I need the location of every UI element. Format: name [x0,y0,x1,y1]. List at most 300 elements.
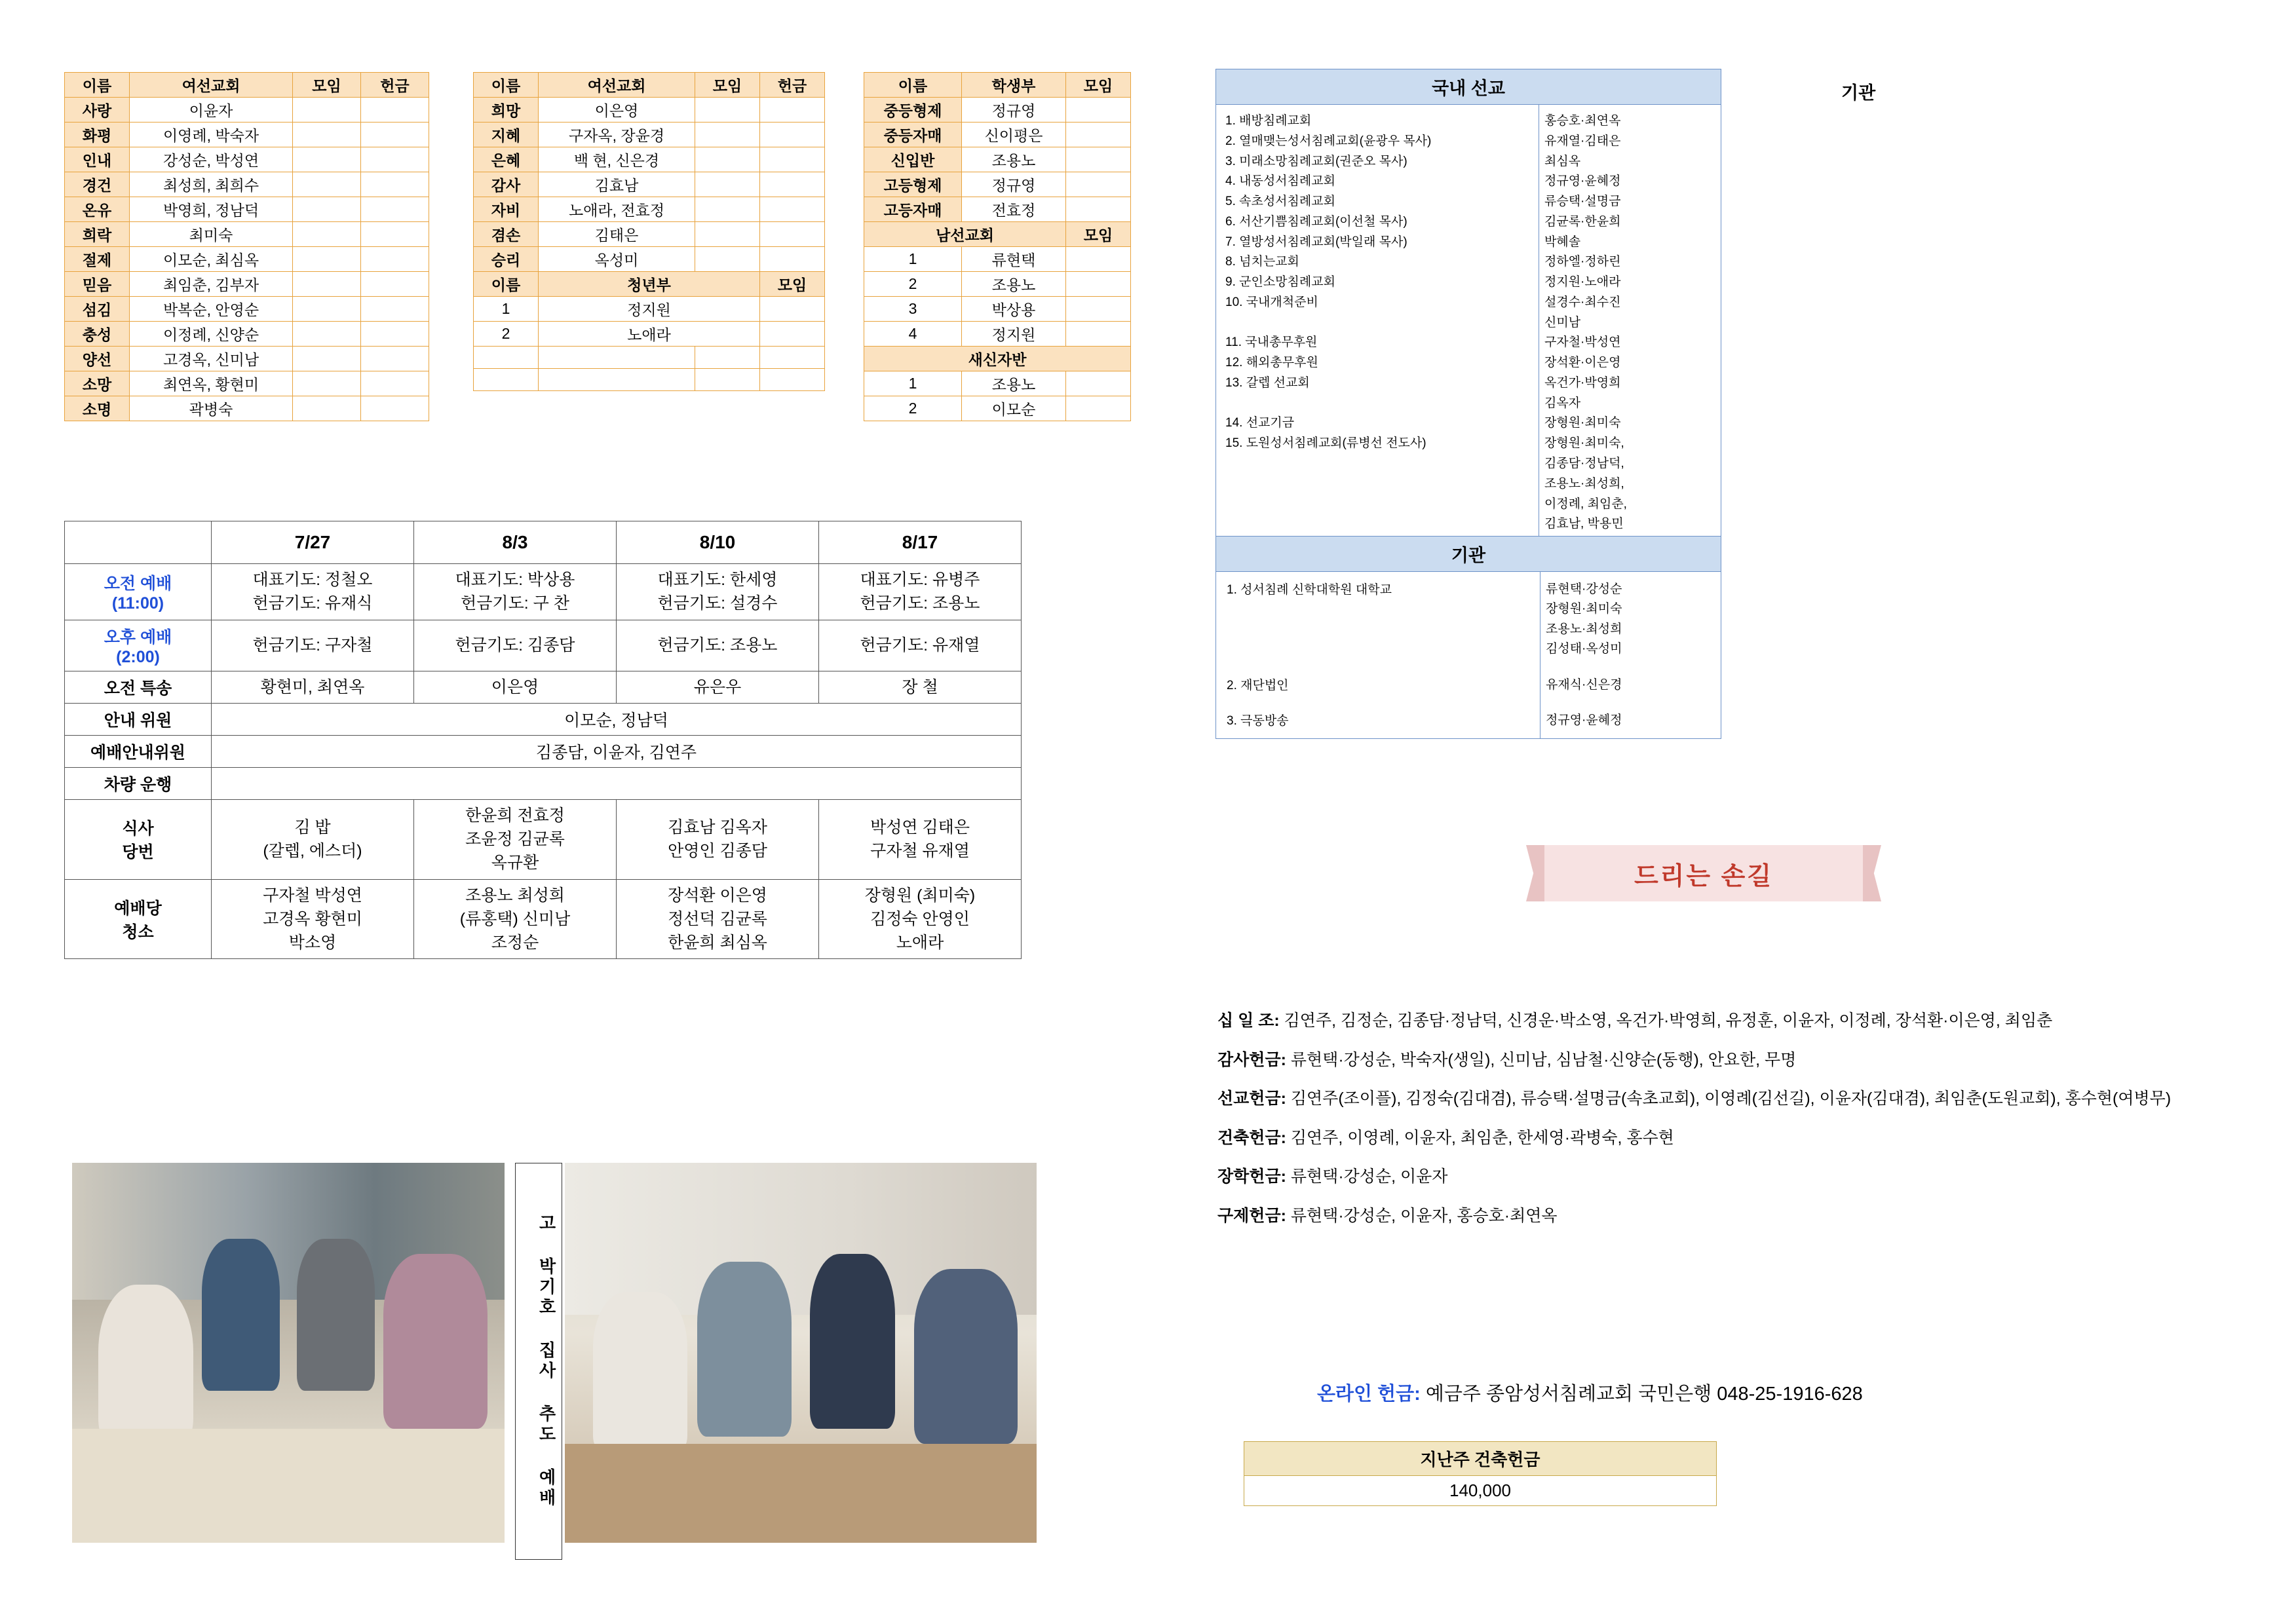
offering-cell [361,322,429,347]
mission-supporter: 최심옥 [1544,154,1581,168]
group-name: 소망 [65,371,130,396]
corner-cell [65,521,212,564]
mission-supporter: 정규영·윤혜정 [1544,174,1621,189]
table-row [864,123,1131,147]
group-name: 경건 [65,172,130,197]
online-giving-text: 예금주 종암성서침례교회 국민은행 048-25-1916-628 [1425,1384,1863,1405]
meeting-cell [1066,172,1131,197]
photo-home-visit [565,1163,1037,1543]
offering-cell [760,222,825,247]
group-name: 사랑 [65,98,130,123]
schedule-header-row [65,521,1022,564]
column-header: 모임 [695,73,760,98]
organization-mission-box [1215,536,1721,739]
photo-caption-left-text: 고 박기호 집사 추도 예배 [537,1214,556,1509]
member-names: 전효정 [962,197,1066,222]
column-header: 이름 [474,73,539,98]
schedule-row-label: 차량 운행 [65,767,212,799]
offering-cell [361,272,429,297]
group-name: 충성 [65,322,130,347]
group-name: 희망 [474,98,539,123]
table-row [65,123,429,147]
table-row [65,247,429,272]
giving-line [1217,1204,2240,1229]
schedule-date-header: 8/3 [414,521,617,564]
empty-cell [760,347,825,369]
offering-cell [760,197,825,222]
table-row [474,197,825,222]
mission-item: 9. 군인소망침례교회 [1225,275,1335,290]
member-names: 최연옥, 황현미 [130,371,293,396]
member-names: 곽병숙 [130,396,293,421]
column-header: 모임 [760,272,825,297]
mission-item: 13. 갈렙 선교회 [1225,375,1310,390]
mission-supporter: 장석환·이은영 [1544,356,1621,370]
lastweek-building-offering [1244,1441,1717,1506]
member-names: 옥성미 [539,247,695,272]
domestic-mission-list [1216,105,1539,541]
table-row [864,98,1131,123]
column-header: 이름 [864,73,962,98]
index: 1 [864,247,962,272]
meeting-cell [1066,272,1131,297]
empty-cell [695,369,760,391]
offering-cell [760,247,825,272]
giving-line-names: 류현택·강성순, 박숙자(생일), 신미남, 심남철·신양순(동행), 안요한, 무명 [1290,1050,1797,1069]
giving-line-label: 십 일 조: [1217,1011,1284,1030]
organization-mission-title: 기관 [1216,537,1721,572]
mission-item [1225,394,1533,414]
meeting-cell [695,197,760,222]
mission-item: 6. 서산기쁨침례교회(이선철 목사) [1225,214,1407,229]
empty-cell [760,369,825,391]
schedule-cell: 장석환 이은영 정선덕 김균록 한윤희 최심옥 [617,879,819,959]
schedule-merged-cell: 김종담, 이윤자, 김연주 [212,735,1022,767]
lastweek-value: 140,000 [1449,1481,1511,1500]
meeting-cell [293,123,361,147]
giving-line [1217,1165,2240,1190]
group-name: 은혜 [474,147,539,172]
meeting-cell [695,247,760,272]
schedule-cell: 헌금기도: 김종담 [414,620,617,671]
giving-ribbon-text: 드리는 손길 [1634,862,1774,890]
org-supporters: 류현택·강성순 장형원·최미숙 조용노·최성희 김성태·옥성미 [1540,572,1721,668]
domestic-mission-box [1215,69,1721,542]
mission-supporter: 장형원·최미숙, [1544,436,1624,451]
schedule-row-label: 안내 위원 [65,703,212,735]
meeting-cell [1066,371,1131,396]
mission-supporter: 정하엘·정하린 [1544,255,1621,269]
member-names: 박영희, 정남덕 [130,197,293,222]
table-row [65,396,429,421]
member-names: 이정례, 신양순 [130,322,293,347]
empty-cell [695,347,760,369]
schedule-cell: 대표기도: 유병주 헌금기도: 조용노 [819,564,1022,620]
table-row [474,247,825,272]
org-row [1216,572,1721,668]
schedule-row [65,620,1022,671]
table-row [65,347,429,371]
schedule-cell: 헌금기도: 유재열 [819,620,1022,671]
mission-supporter: 홍승호·최연옥 [1544,114,1621,128]
mission-supporter: 유재열·김태은 [1544,134,1621,148]
member-names: 조용노 [962,272,1066,297]
mission-item: 15. 도원성서침례교회(류병선 전도사) [1225,436,1426,451]
table-row [474,98,825,123]
photo-memorial-service [72,1163,505,1543]
schedule-merged-cell: 이모순, 정남덕 [212,703,1022,735]
meeting-cell [1066,147,1131,172]
meeting-cell [293,371,361,396]
mission-supporter: 옥건가·박영희 [1544,375,1621,390]
table-header-row [864,73,1131,98]
schedule-row [65,799,1022,879]
schedule-row-label: 예배당 청소 [65,879,212,959]
table-row-empty [474,369,825,391]
mission-item: 1. 배방침례교회 [1225,114,1312,128]
men-header-row [864,222,1131,247]
meeting-cell [1066,247,1131,272]
offering-cell [361,371,429,396]
member-names: 박상용 [962,297,1066,322]
org-row [1216,703,1721,738]
schedule-cell: 장형원 (최미숙) 김정숙 안영인 노애라 [819,879,1022,959]
mission-item: 12. 해외총무후원 [1225,356,1318,370]
column-header: 헌금 [760,73,825,98]
offering-cell [760,98,825,123]
schedule-cell: 헌금기도: 구자철 [212,620,414,671]
mission-supporter: 박혜솔 [1544,235,1581,249]
photo-caption-left [515,1163,562,1560]
org-name: 2. 재단법인 [1227,678,1289,692]
schedule-cell: 대표기도: 한세영 헌금기도: 설경수 [617,564,819,620]
mission-item: 10. 국내개척준비 [1225,295,1318,309]
meeting-cell [1066,322,1131,347]
schedule-date-header: 8/17 [819,521,1022,564]
meeting-cell [695,172,760,197]
lastweek-title: 지난주 건축헌금 [1244,1442,1716,1476]
table-row-empty [474,347,825,369]
table-row [864,371,1131,396]
member-names: 김태은 [539,222,695,247]
offering-cell [361,247,429,272]
table-row [474,123,825,147]
member-names: 최임춘, 김부자 [130,272,293,297]
schedule-cell: 한윤희 전효정 조윤정 김균록 옥규환 [414,799,617,879]
schedule-cell: 이은영 [414,671,617,703]
meeting-cell [293,147,361,172]
member-names: 이모순, 최심옥 [130,247,293,272]
group-name: 승리 [474,247,539,272]
member-names: 김효남 [539,172,695,197]
meeting-cell [760,322,825,347]
group-name: 양선 [65,347,130,371]
online-giving [1317,1379,1863,1406]
giving-ribbon [1543,845,1864,901]
offering-cell [361,147,429,172]
group-name: 신입반 [864,147,962,172]
group-name: 중등형제 [864,98,962,123]
member-names: 정규영 [962,172,1066,197]
mission-item: 5. 속초성서침례교회 [1225,195,1335,209]
online-giving-label: 온라인 헌금: [1317,1384,1421,1405]
org-supporters: 유재식·신은경 [1540,668,1721,703]
mission-supporter: 김균록·한윤희 [1544,214,1621,229]
member-names: 박복순, 안영순 [130,297,293,322]
offering-cell [361,222,429,247]
giving-line-label: 선교헌금: [1217,1089,1291,1108]
member-names: 정지원 [539,297,760,322]
domestic-mission-title: 국내 선교 [1216,69,1721,105]
member-names: 고경옥, 신미남 [130,347,293,371]
index: 4 [864,322,962,347]
schedule-row [65,564,1022,620]
org-label: 기관 [1841,83,1876,103]
column-header: 청년부 [539,272,760,297]
column-header: 여선교회 [539,73,695,98]
meeting-cell [695,123,760,147]
table-header-row [65,73,429,98]
worship-schedule-table [64,521,1022,959]
youth-header-row [474,272,825,297]
table-row [864,147,1131,172]
member-names: 조용노 [962,147,1066,172]
table-header-row [474,73,825,98]
table-row [65,98,429,123]
domestic-mission-names [1539,105,1720,541]
column-header: 새신자반 [864,347,1131,371]
group-name: 고등자매 [864,197,962,222]
member-names: 노애라 [539,322,760,347]
member-names: 류현택 [962,247,1066,272]
index: 1 [864,371,962,396]
meeting-cell [760,297,825,322]
meeting-cell [293,297,361,322]
schedule-cell: 구자철 박성연 고경옥 황현미 박소영 [212,879,414,959]
mission-supporter: 설경수·최수진 [1544,295,1621,309]
column-header: 모임 [1066,222,1131,247]
offering-cell [361,297,429,322]
giving-line-label: 건축헌금: [1217,1128,1291,1147]
empty-cell [474,369,539,391]
mission-supporter: 류승택·설명금 [1544,195,1621,209]
member-names: 강성순, 박성연 [130,147,293,172]
table-row [65,297,429,322]
table-row [864,396,1131,421]
group-name: 온유 [65,197,130,222]
table-row [65,222,429,247]
giving-line [1217,1126,2240,1151]
member-names: 최성희, 최희수 [130,172,293,197]
column-header: 모임 [293,73,361,98]
index: 1 [474,297,539,322]
member-names: 정규영 [962,98,1066,123]
schedule-cell: 황현미, 최연옥 [212,671,414,703]
mission-item: 2. 열매맺는성서침례교회(윤광우 목사) [1225,134,1432,148]
meeting-cell [1066,396,1131,421]
column-header: 이름 [474,272,539,297]
member-names: 이윤자 [130,98,293,123]
schedule-cell: 유은우 [617,671,819,703]
mission-supporter: 김효남, 박용민 [1544,517,1624,531]
mission-item: 4. 내동성서침례교회 [1225,174,1335,189]
member-names: 노애라, 전효정 [539,197,695,222]
giving-line-names: 류현택·강성순, 이윤자 [1290,1167,1448,1186]
group-name: 절제 [65,247,130,272]
mission-item: 14. 선교기금 [1225,416,1295,430]
table-row [864,172,1131,197]
offering-cell [760,147,825,172]
giving-line-label: 감사헌금: [1217,1050,1291,1069]
empty-cell [539,347,695,369]
offering-cell [361,197,429,222]
table-row [65,322,429,347]
group-name: 소명 [65,396,130,421]
org-supporters: 정규영·윤혜정 [1540,703,1721,738]
group-name: 화평 [65,123,130,147]
women-mission-table-2 [473,72,825,391]
column-header: 이름 [65,73,130,98]
schedule-row-label: 오전 예배 (11:00) [65,564,212,620]
schedule-cell: 장 철 [819,671,1022,703]
group-name: 섬김 [65,297,130,322]
meeting-cell [293,247,361,272]
meeting-cell [1066,197,1131,222]
table-row [864,197,1131,222]
member-names: 구자옥, 장윤경 [539,123,695,147]
group-name: 희락 [65,222,130,247]
mission-supporter: 구자철·박성연 [1544,335,1621,350]
column-header: 모임 [1066,73,1131,98]
table-row [65,371,429,396]
schedule-cell: 헌금기도: 조용노 [617,620,819,671]
table-row [65,197,429,222]
women-mission-table-1 [64,72,429,421]
column-header: 여선교회 [130,73,293,98]
group-name: 인내 [65,147,130,172]
index: 2 [864,272,962,297]
meeting-cell [695,98,760,123]
mission-item [1225,313,1533,333]
group-name: 고등형제 [864,172,962,197]
column-header: 남선교회 [864,222,1066,247]
schedule-cell: 박성연 김태은 구자철 유재열 [819,799,1022,879]
index: 2 [474,322,539,347]
column-header: 헌금 [361,73,429,98]
giving-line [1217,1048,2240,1073]
offering-cell [361,347,429,371]
schedule-merged-cell [212,767,1022,799]
meeting-cell [293,322,361,347]
table-row [474,172,825,197]
schedule-row [65,703,1022,735]
meeting-cell [293,396,361,421]
mission-supporter: 김옥자 [1544,396,1581,410]
group-name: 지혜 [474,123,539,147]
meeting-cell [293,98,361,123]
mission-supporter: 장형원·최미숙 [1544,416,1621,430]
schedule-cell: 김 밥 (갈렙, 에스더) [212,799,414,879]
member-names: 이모순 [962,396,1066,421]
table-row [65,272,429,297]
meeting-cell [293,347,361,371]
schedule-row [65,767,1022,799]
group-name: 중등자매 [864,123,962,147]
student-mission-table [864,72,1131,421]
mission-supporter: 조용노·최성희, [1544,476,1624,491]
org-name: 1. 성서침례 신학대학원 대학교 [1227,583,1392,597]
meeting-cell [1066,123,1131,147]
schedule-row-label: 식사 당번 [65,799,212,879]
meeting-cell [293,172,361,197]
column-header: 학생부 [962,73,1066,98]
giving-line-label: 구제헌금: [1217,1206,1291,1225]
schedule-row-label: 예배안내위원 [65,735,212,767]
schedule-date-header: 7/27 [212,521,414,564]
giving-line-names: 김연주, 이영례, 이윤자, 최임춘, 한세영·곽병숙, 홍수현 [1290,1128,1674,1147]
group-name: 겸손 [474,222,539,247]
table-row [65,147,429,172]
group-name: 믿음 [65,272,130,297]
schedule-cell: 김효남 김옥자 안영인 김종담 [617,799,819,879]
table-row [864,247,1131,272]
schedule-date-header: 8/10 [617,521,819,564]
member-names: 조용노 [962,371,1066,396]
schedule-cell: 조용노 최성희 (류홍택) 신미남 조정순 [414,879,617,959]
meeting-cell [293,222,361,247]
table-row [65,172,429,197]
table-row [474,297,825,322]
table-row [864,297,1131,322]
meeting-cell [695,222,760,247]
offering-cell [361,98,429,123]
schedule-cell: 대표기도: 박상용 헌금기도: 구 찬 [414,564,617,620]
mission-supporter: 이정례, 최임춘, [1544,497,1627,511]
meeting-cell [293,272,361,297]
mission-item: 8. 넘치는교회 [1225,255,1299,269]
org-row [1216,668,1721,703]
offering-cell [361,123,429,147]
giving-line-names: 김연주, 김정순, 김종담·정남덕, 신경운·박소영, 옥건가·박영희, 유정훈, 이윤자, 이정례, 장석환·이은영, 최임춘 [1284,1011,2053,1030]
schedule-row-label: 오전 특송 [65,671,212,703]
index: 2 [864,396,962,421]
new-believer-header-row [864,347,1131,371]
mission-item: 3. 미래소망침례교회(권준오 목사) [1225,154,1407,168]
giving-line [1217,1009,2240,1034]
offering-cell [760,123,825,147]
schedule-row [65,735,1022,767]
org-name: 3. 극동방송 [1227,713,1289,728]
giving-line-names: 류현택·강성순, 이윤자, 홍승호·최연옥 [1290,1206,1558,1225]
member-names: 백 현, 신은경 [539,147,695,172]
member-names: 신이평은 [962,123,1066,147]
table-row [474,222,825,247]
mission-item: 7. 열방성서침례교회(박일래 목사) [1225,235,1407,249]
giving-line [1217,1087,2240,1112]
offering-cell [361,172,429,197]
table-row [864,272,1131,297]
table-row [864,322,1131,347]
giving-lines [1217,1009,2240,1243]
meeting-cell [1066,297,1131,322]
mission-supporter: 김종담·정남덕, [1544,457,1624,471]
empty-cell [539,369,695,391]
mission-supporter: 정지원·노애라 [1544,275,1621,290]
schedule-row [65,879,1022,959]
giving-line-label: 장학헌금: [1217,1167,1291,1186]
offering-cell [361,396,429,421]
member-names: 정지원 [962,322,1066,347]
